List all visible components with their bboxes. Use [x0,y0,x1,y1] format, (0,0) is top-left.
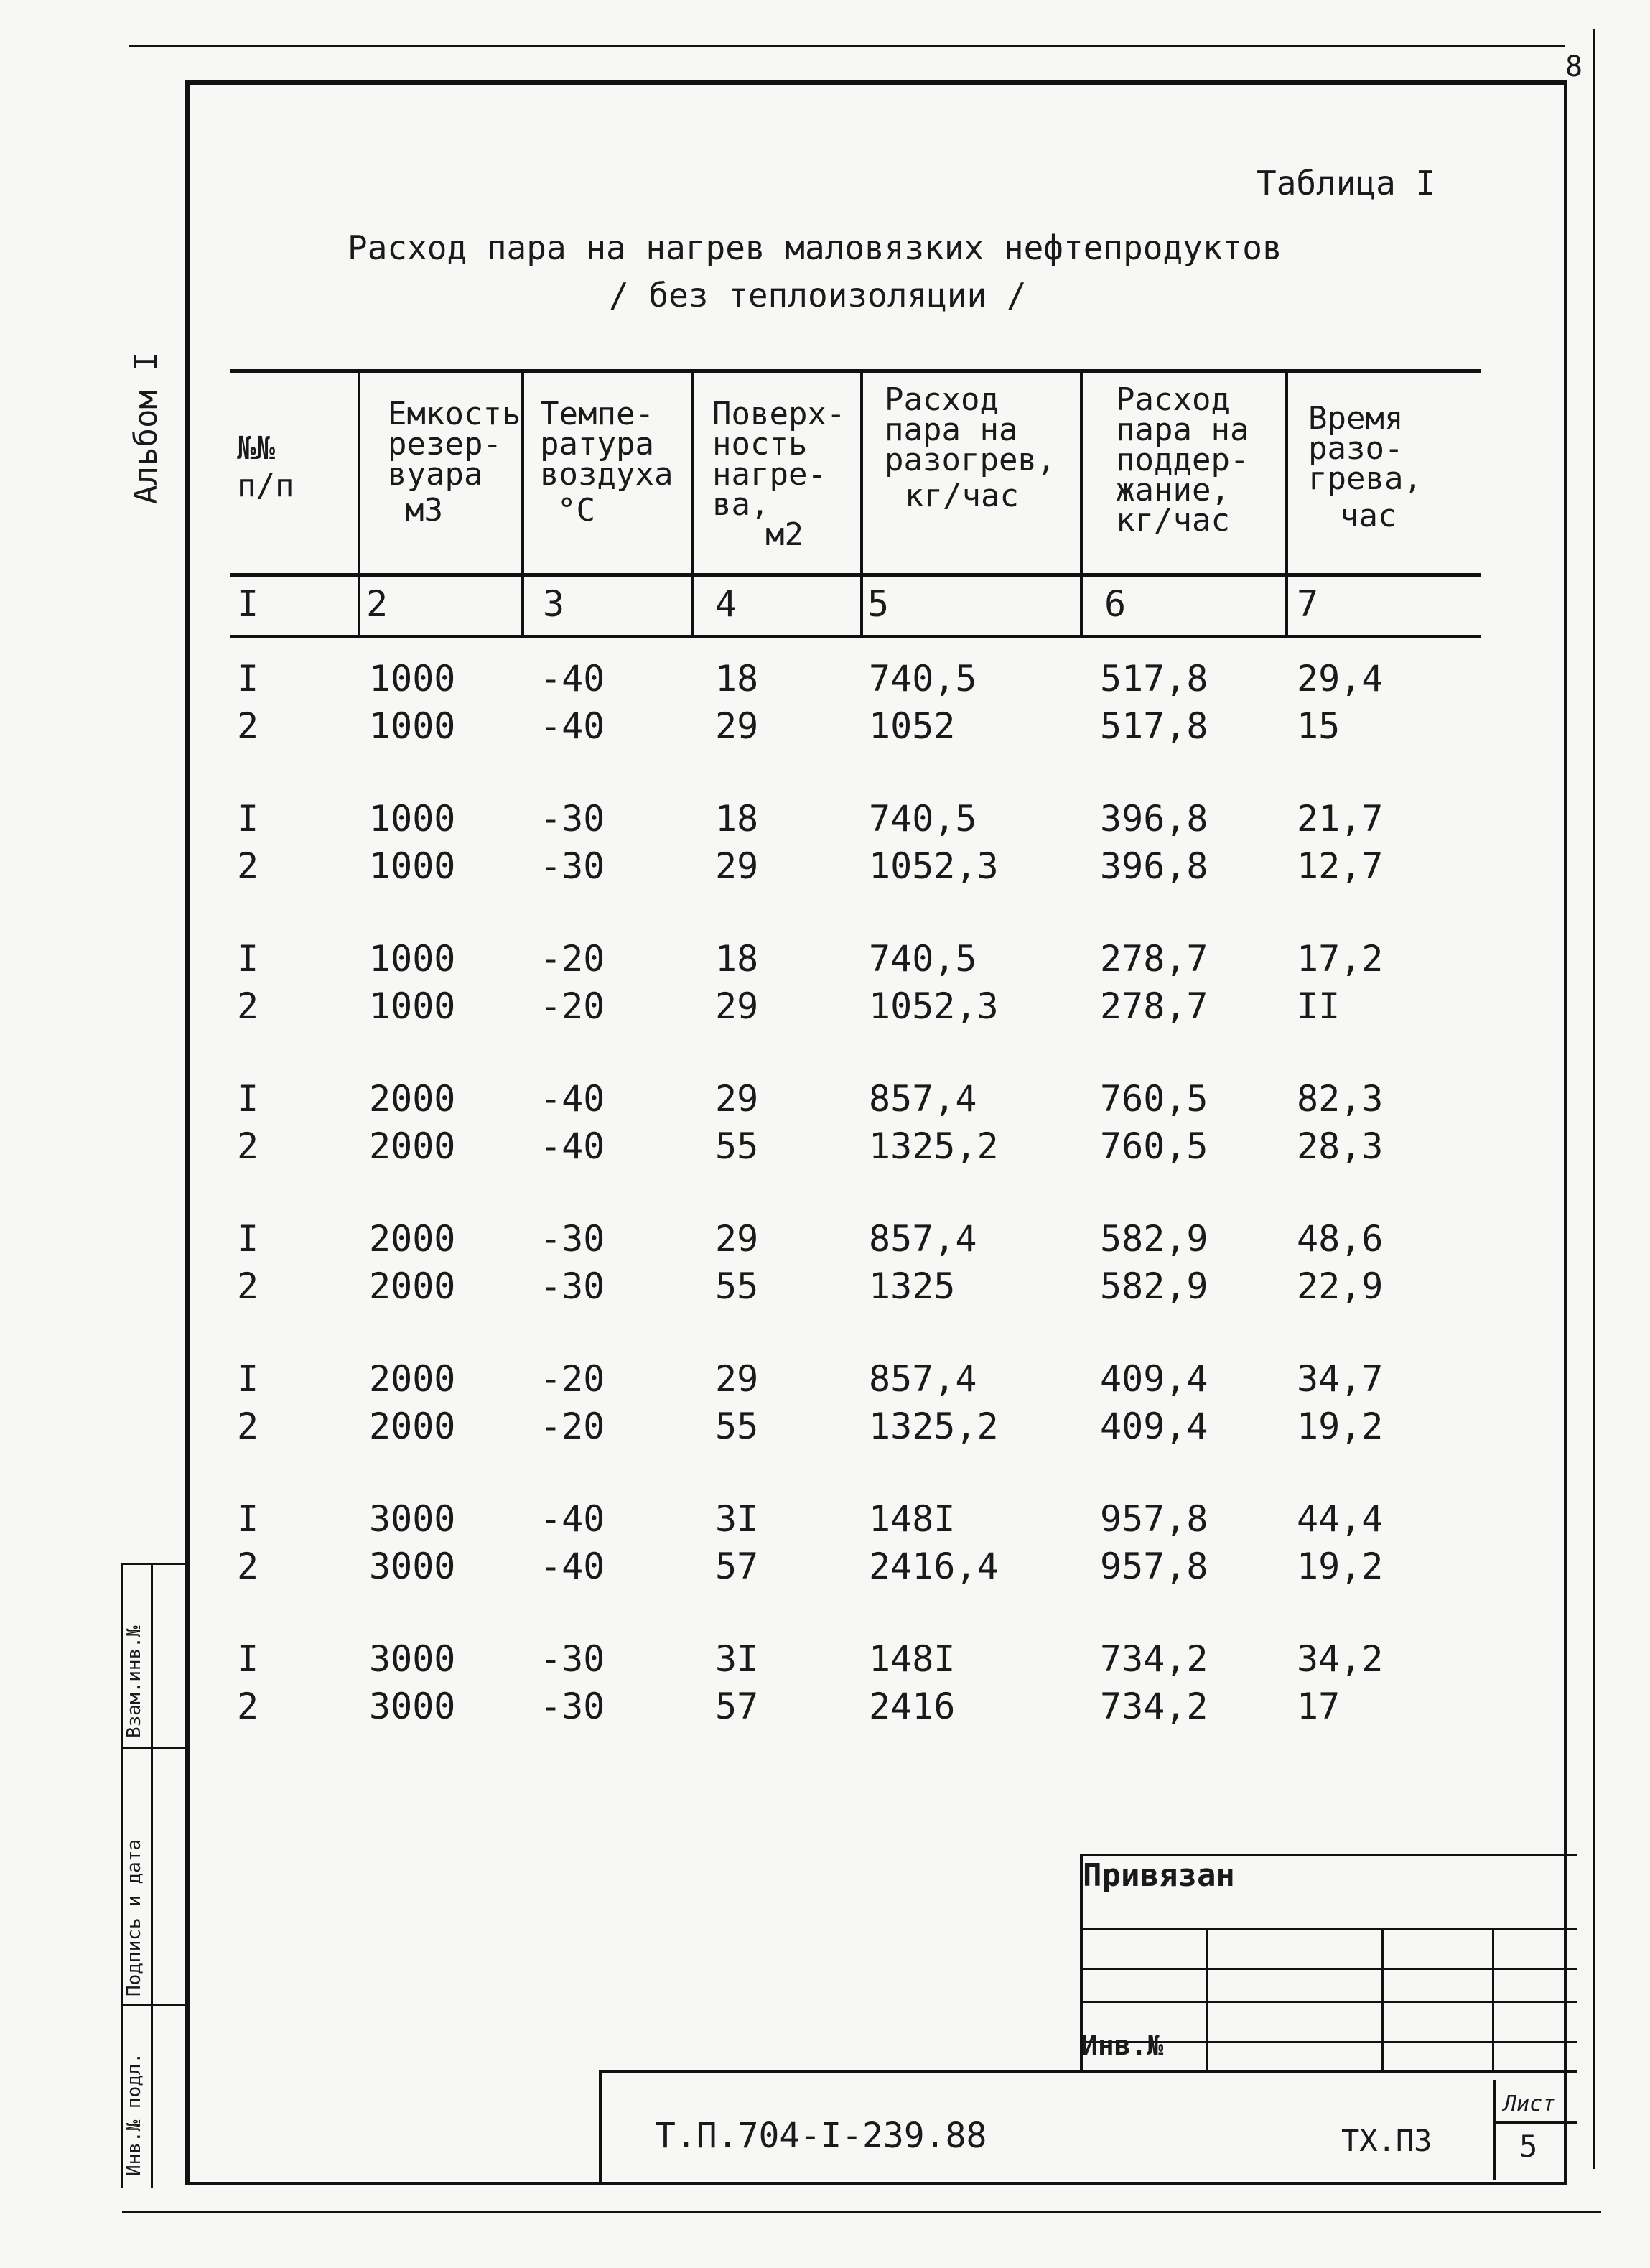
sheet-box-mid [1493,2121,1577,2124]
table-cell: 1052,3 [869,985,999,1027]
table-cell: 1000 [369,938,456,980]
table-cell: 734,2 [1100,1686,1208,1727]
table-top-rule [230,369,1481,373]
table-cell: I [237,798,259,840]
table-cell: I [237,1218,259,1260]
table-cell: 57 [715,1686,759,1727]
table-cell: 582,9 [1100,1265,1208,1307]
header-col6: Расход пара на поддер- жание, кг/час [1116,381,1249,539]
table-cell: -40 [540,1546,605,1587]
col-divider-4 [860,371,863,638]
table-cell: 2000 [369,1125,456,1167]
album-label: Альбом I [128,352,164,504]
header-col3: Темпе- ратура воздуха °C [540,396,673,529]
header-col4: Поверх- ность нагре- ва, м2 [712,396,846,553]
section-code: ТХ.ПЗ [1341,2123,1432,2158]
col-divider-1 [358,371,360,638]
table-cell: 857,4 [869,1358,977,1400]
stamp-privyazan: Привязан [1083,1857,1235,1894]
colnum-1: I [237,583,259,625]
table-cell: I [237,658,259,700]
table-cell: -30 [540,1218,605,1260]
table-cell: -20 [540,985,605,1027]
table-cell: 29 [715,705,759,747]
table-cell: 55 [715,1125,759,1167]
table-cell: 1325,2 [869,1405,999,1447]
table-cell: 734,2 [1100,1638,1208,1680]
table-cell: 29 [715,845,759,887]
table-label: Таблица I [1257,164,1436,203]
table-cell: 148I [869,1638,956,1680]
table-cell: -30 [540,798,605,840]
side-stamp-inner-line [151,1563,153,2188]
table-cell: 2 [237,1265,259,1307]
table-cell: 760,5 [1100,1078,1208,1120]
colnum-7: 7 [1297,583,1319,625]
table-cell: 2416,4 [869,1546,999,1587]
colnum-2: 2 [366,583,388,625]
table-cell: 1325 [869,1265,956,1307]
sheet-box-left [1493,2080,1496,2180]
table-cell: 2 [237,1546,259,1587]
table-cell: 2000 [369,1358,456,1400]
table-cell: 3000 [369,1498,456,1540]
col-divider-3 [691,371,694,638]
col-divider-2 [521,371,524,638]
table-cell: 3I [715,1498,759,1540]
right-border-line [1593,29,1595,2169]
table-cell: 29 [715,1218,759,1260]
table-cell: -30 [540,845,605,887]
stamp-inv: Инв.№ [1081,2030,1164,2061]
colnum-6: 6 [1104,583,1127,625]
table-cell: 2000 [369,1218,456,1260]
table-cell: 12,7 [1297,845,1384,887]
stamp-col-line-3 [1492,1928,1494,2071]
table-cell: 15 [1297,705,1341,747]
table-cell: 34,7 [1297,1358,1384,1400]
table-cell: I [237,1078,259,1120]
side-stamp-line-1 [121,1563,190,1565]
table-cell: 19,2 [1297,1546,1384,1587]
table-cell: 19,2 [1297,1405,1384,1447]
table-cell: 2 [237,1405,259,1447]
bottom-border-line [122,2211,1601,2213]
table-cell: 2000 [369,1265,456,1307]
table-cell: 957,8 [1100,1498,1208,1540]
table-title-line2: / без теплоизоляции / [609,276,1027,315]
table-cell: 582,9 [1100,1218,1208,1260]
table-cell: 17 [1297,1686,1341,1727]
table-cell: 3000 [369,1638,456,1680]
table-cell: -30 [540,1638,605,1680]
table-cell: -20 [540,938,605,980]
table-cell: 857,4 [869,1218,977,1260]
table-cell: 278,7 [1100,985,1208,1027]
table-cell: 1000 [369,705,456,747]
table-cell: 2416 [869,1686,956,1727]
table-cell: I [237,1638,259,1680]
table-cell: 148I [869,1498,956,1540]
table-cell: -30 [540,1265,605,1307]
table-cell: 29,4 [1297,658,1384,700]
colnum-4: 4 [715,583,737,625]
table-cell: 517,8 [1100,658,1208,700]
table-cell: I [237,1498,259,1540]
side-stamp-line-2 [121,1747,190,1749]
col-divider-5 [1080,371,1083,638]
table-cell: -20 [540,1405,605,1447]
table-cell: II [1297,985,1341,1027]
table-cell: -20 [540,1358,605,1400]
stamp-col-line-1 [1206,1928,1208,2071]
table-cell: 957,8 [1100,1546,1208,1587]
table-cell: 1000 [369,658,456,700]
table-cell: 2 [237,1125,259,1167]
table-cell: -40 [540,705,605,747]
table-cell: 21,7 [1297,798,1384,840]
table-cell: 396,8 [1100,798,1208,840]
colnum-5: 5 [867,583,890,625]
table-cell: 2 [237,845,259,887]
table-cell: I [237,1358,259,1400]
table-cell: 409,4 [1100,1405,1208,1447]
table-cell: 1000 [369,798,456,840]
table-cell: 18 [715,798,759,840]
colnum-3: 3 [543,583,565,625]
table-cell: 740,5 [869,938,977,980]
table-cell: 1325,2 [869,1125,999,1167]
side-stamp-inv-orig: Инв.№ подл. [123,2052,145,2176]
table-cell: 55 [715,1405,759,1447]
table-cell: 29 [715,1078,759,1120]
table-cell: 18 [715,938,759,980]
table-numbers-rule [230,635,1481,638]
doc-code: Т.П.704-I-239.88 [655,2116,987,2156]
table-cell: 3000 [369,1686,456,1727]
table-cell: 2 [237,705,259,747]
header-col7: Время разо- грева, час [1308,400,1422,534]
table-cell: -40 [540,1125,605,1167]
stamp-row-line-3 [1080,2001,1577,2003]
stamp-row-line-1 [1080,1928,1577,1930]
table-cell: 760,5 [1100,1125,1208,1167]
top-border-line [129,45,1565,47]
table-cell: I [237,938,259,980]
side-stamp-line-3 [121,2004,190,2006]
col-divider-6 [1285,371,1288,638]
table-cell: 2000 [369,1405,456,1447]
header-col2: Емкость резер- вуара м3 [388,396,521,529]
side-stamp-outer-line [121,1563,123,2188]
table-cell: 517,8 [1100,705,1208,747]
stamp-col-line-2 [1381,1928,1384,2071]
table-cell: 409,4 [1100,1358,1208,1400]
side-stamp-replace: Взам.инв.№ [123,1625,145,1738]
table-cell: 1052,3 [869,845,999,887]
side-stamp-signature: Подпись и дата [123,1839,145,1997]
table-cell: 22,9 [1297,1265,1384,1307]
header-col1: №№ п/п [237,430,294,504]
table-cell: 55 [715,1265,759,1307]
table-cell: 18 [715,658,759,700]
table-cell: 396,8 [1100,845,1208,887]
table-cell: 48,6 [1297,1218,1384,1260]
table-cell: 1000 [369,985,456,1027]
table-cell: 29 [715,1358,759,1400]
titleblock-left-line [599,2070,602,2185]
table-cell: 857,4 [869,1078,977,1120]
table-cell: 3I [715,1638,759,1680]
page-number: 8 [1565,50,1583,83]
table-cell: 2 [237,1686,259,1727]
titleblock-top-line [599,2070,1577,2073]
table-cell: 278,7 [1100,938,1208,980]
sheet-label: Лист [1504,2091,1556,2116]
table-cell: 28,3 [1297,1125,1384,1167]
table-cell: 82,3 [1297,1078,1384,1120]
table-cell: -40 [540,658,605,700]
table-cell: 2000 [369,1078,456,1120]
table-cell: 740,5 [869,798,977,840]
table-cell: 29 [715,985,759,1027]
table-title-line1: Расход пара на нагрев маловязких нефтепродуктов [348,228,1282,267]
stamp-top-line [1080,1854,1577,1856]
table-cell: 1052 [869,705,956,747]
table-cell: -30 [540,1686,605,1727]
table-cell: 57 [715,1546,759,1587]
sheet-number: 5 [1519,2129,1538,2164]
header-col5: Расход пара на разогрев, кг/час [885,381,1056,514]
table-cell: 2 [237,985,259,1027]
table-cell: 17,2 [1297,938,1384,980]
table-cell: 740,5 [869,658,977,700]
table-cell: 34,2 [1297,1638,1384,1680]
stamp-row-line-2 [1080,1968,1577,1970]
table-cell: 1000 [369,845,456,887]
table-cell: -40 [540,1498,605,1540]
table-cell: -40 [540,1078,605,1120]
table-cell: 3000 [369,1546,456,1587]
table-cell: 44,4 [1297,1498,1384,1540]
table-header-rule [230,573,1481,577]
